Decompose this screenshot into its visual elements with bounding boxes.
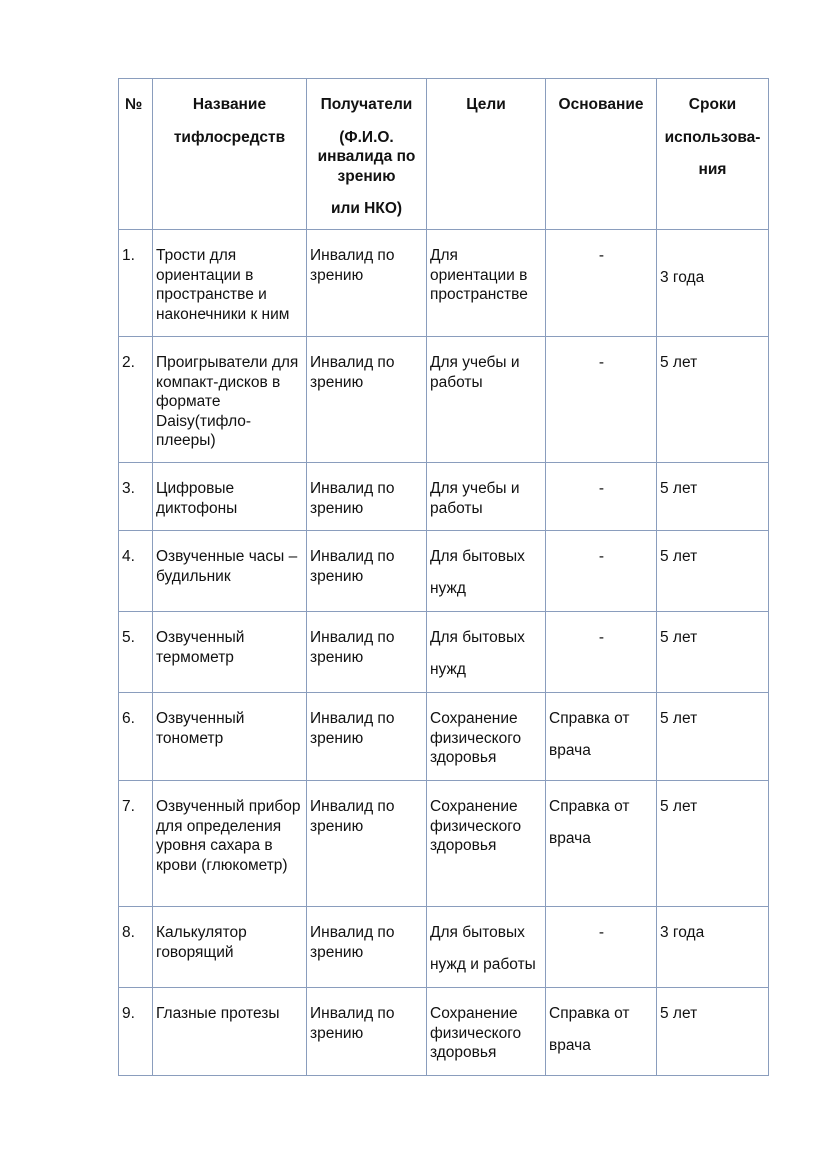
aid-name: Озвученный термометр — [156, 629, 245, 666]
recipient-cell — [307, 693, 427, 781]
recipient-cell — [307, 531, 427, 612]
header-name: Название тифлосредств — [153, 79, 307, 230]
aid-name: Проигрыватели для компакт-дисков в формате Daisy(тифло-плееры) — [156, 354, 299, 449]
basis-cell — [546, 988, 657, 1076]
basis: - — [598, 924, 605, 941]
usage-term-cell — [657, 337, 769, 463]
header-recipients: Получатели (Ф.И.О. инвалида по зрению или НКО) — [307, 79, 427, 230]
aid-name: Озвученный прибор для определения уровня сахара в крови (глюкометр) — [156, 798, 301, 874]
table-row — [119, 907, 769, 988]
aids-table — [118, 78, 769, 1076]
aid-name: Озвученные часы – будильник — [156, 548, 298, 585]
row-number: 2. — [122, 354, 135, 371]
aid-name: Глазные протезы — [156, 1005, 280, 1022]
recipient: Инвалид по зрению — [310, 354, 395, 391]
recipient-cell — [307, 612, 427, 693]
basis-cell — [546, 531, 657, 612]
basis: Справка от врача — [549, 1005, 630, 1054]
usage-term-cell — [657, 693, 769, 781]
basis-cell — [546, 463, 657, 531]
row-number: 7. — [122, 798, 135, 815]
row-number: 5. — [122, 629, 135, 646]
goal-cell — [427, 907, 546, 988]
aid-name-cell — [153, 337, 307, 463]
row-number-cell — [119, 463, 153, 531]
goal-cell — [427, 230, 546, 337]
goal: Сохранение физического здоровья — [430, 710, 522, 766]
table-row — [119, 230, 769, 337]
usage-term: 3 года — [660, 269, 705, 286]
goal: Сохранение физического здоровья — [430, 798, 522, 854]
usage-term: 5 лет — [660, 629, 698, 646]
usage-term: 3 года — [660, 924, 705, 941]
table-row — [119, 781, 769, 907]
aid-name: Озвученный тонометр — [156, 710, 245, 747]
aid-name-cell — [153, 612, 307, 693]
row-number: 4. — [122, 548, 135, 565]
table-row — [119, 988, 769, 1076]
table-row — [119, 531, 769, 612]
goal-cell — [427, 988, 546, 1076]
recipient: Инвалид по зрению — [310, 924, 395, 961]
row-number-cell — [119, 612, 153, 693]
goal: Для ориентации в пространстве — [430, 247, 528, 303]
basis: Справка от врача — [549, 710, 630, 759]
recipient: Инвалид по зрению — [310, 798, 395, 835]
basis: - — [598, 247, 605, 264]
aid-name-cell — [153, 988, 307, 1076]
basis-cell — [546, 612, 657, 693]
aid-name-cell — [153, 463, 307, 531]
table-row — [119, 693, 769, 781]
row-number-cell — [119, 907, 153, 988]
basis-cell — [546, 907, 657, 988]
recipient-cell — [307, 988, 427, 1076]
aid-name: Трости для ориентации в пространстве и наконечники к ним — [156, 247, 290, 323]
usage-term: 5 лет — [660, 548, 698, 565]
header-basis: Основание — [546, 79, 657, 230]
recipient: Инвалид по зрению — [310, 247, 395, 284]
row-number: 9. — [122, 1005, 135, 1022]
header-goals: Цели — [427, 79, 546, 230]
goal: Для бытовых нужд — [430, 629, 525, 678]
goal: Для учебы и работы — [430, 480, 520, 517]
usage-term: 5 лет — [660, 354, 698, 371]
basis: - — [598, 354, 605, 371]
row-number-cell — [119, 230, 153, 337]
row-number: 1. — [122, 247, 135, 264]
goal-cell — [427, 612, 546, 693]
header-terms: Сроки использова- ния — [657, 79, 769, 230]
aid-name: Цифровые диктофоны — [156, 480, 238, 517]
goal: Для бытовых нужд и работы — [430, 924, 536, 973]
usage-term: 5 лет — [660, 480, 698, 497]
recipient-cell — [307, 463, 427, 531]
recipient-cell — [307, 337, 427, 463]
table-row — [119, 463, 769, 531]
basis: - — [598, 629, 605, 646]
usage-term-cell — [657, 612, 769, 693]
row-number-cell — [119, 337, 153, 463]
goal-cell — [427, 781, 546, 907]
usage-term-cell — [657, 781, 769, 907]
usage-term-cell — [657, 531, 769, 612]
recipient-cell — [307, 907, 427, 988]
basis: - — [598, 480, 605, 497]
goal: Для учебы и работы — [430, 354, 520, 391]
basis-cell — [546, 693, 657, 781]
goal: Сохранение физического здоровья — [430, 1005, 522, 1061]
table-row — [119, 337, 769, 463]
recipient: Инвалид по зрению — [310, 480, 395, 517]
basis-cell — [546, 781, 657, 907]
goal-cell — [427, 337, 546, 463]
basis: - — [598, 548, 605, 565]
recipient: Инвалид по зрению — [310, 1005, 395, 1042]
table-row — [119, 612, 769, 693]
aid-name: Калькулятор говорящий — [156, 924, 247, 961]
row-number-cell — [119, 781, 153, 907]
row-number-cell — [119, 988, 153, 1076]
row-number: 8. — [122, 924, 135, 941]
recipient: Инвалид по зрению — [310, 710, 395, 747]
aid-name-cell — [153, 230, 307, 337]
row-number: 6. — [122, 710, 135, 727]
header-num: № — [119, 79, 153, 230]
row-number-cell — [119, 693, 153, 781]
row-number: 3. — [122, 480, 135, 497]
recipient: Инвалид по зрению — [310, 548, 395, 585]
recipient-cell — [307, 781, 427, 907]
goal-cell — [427, 463, 546, 531]
usage-term: 5 лет — [660, 710, 698, 727]
goal-cell — [427, 693, 546, 781]
usage-term: 5 лет — [660, 1005, 698, 1022]
recipient: Инвалид по зрению — [310, 629, 395, 666]
row-number-cell — [119, 531, 153, 612]
usage-term-cell — [657, 463, 769, 531]
goal-cell — [427, 531, 546, 612]
basis-cell — [546, 230, 657, 337]
header-row — [119, 79, 769, 230]
usage-term-cell — [657, 907, 769, 988]
basis-cell — [546, 337, 657, 463]
usage-term-cell — [657, 988, 769, 1076]
aid-name-cell — [153, 781, 307, 907]
usage-term: 5 лет — [660, 798, 698, 815]
goal: Для бытовых нужд — [430, 548, 525, 597]
aid-name-cell — [153, 693, 307, 781]
aid-name-cell — [153, 531, 307, 612]
usage-term-cell — [657, 230, 769, 337]
recipient-cell — [307, 230, 427, 337]
basis: Справка от врача — [549, 798, 630, 847]
aid-name-cell — [153, 907, 307, 988]
